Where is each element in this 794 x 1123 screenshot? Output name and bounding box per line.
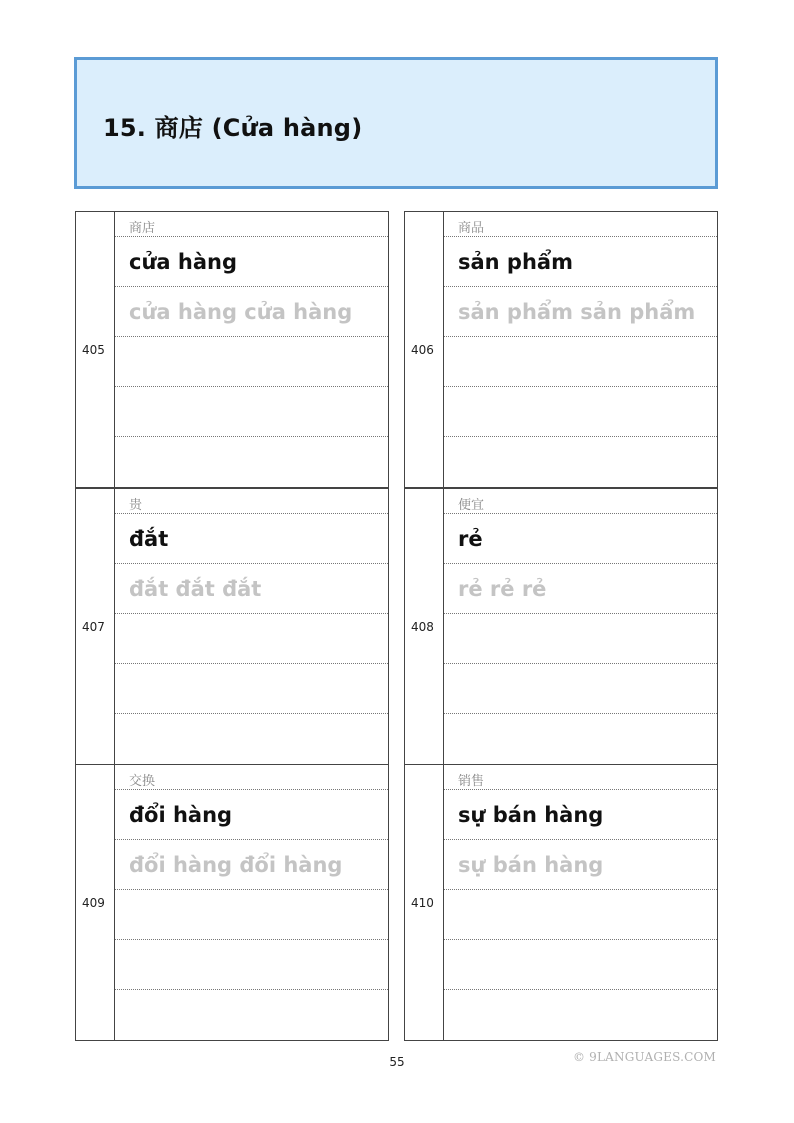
- trace-row: [444, 840, 717, 890]
- writing-lines: [115, 765, 388, 1040]
- trace-text: sự bán hàng: [458, 853, 604, 877]
- practice-line: [115, 664, 388, 714]
- practice-line: [115, 990, 388, 1040]
- number-column: [405, 765, 444, 1040]
- chinese-word: 贵: [129, 498, 143, 513]
- vocab-card-405: [75, 211, 389, 488]
- word-row: [444, 790, 717, 840]
- chinese-row: [115, 212, 388, 237]
- page-number: 55: [389, 1055, 405, 1069]
- practice-line: [115, 387, 388, 437]
- trace-text: đắt đắt đắt: [129, 577, 262, 601]
- chinese-word: 交换: [129, 774, 156, 789]
- trace-row: [115, 840, 388, 890]
- word-row: [115, 790, 388, 840]
- vietnamese-word: sự bán hàng: [458, 803, 604, 827]
- vietnamese-word: cửa hàng: [129, 250, 237, 274]
- writing-lines: [444, 765, 717, 1040]
- trace-text: đổi hàng đổi hàng: [129, 853, 343, 877]
- practice-line: [115, 890, 388, 940]
- vocab-card-410: [404, 764, 718, 1041]
- trace-row: [444, 287, 717, 337]
- number-column: [405, 489, 444, 764]
- vocab-card-409: [75, 764, 389, 1041]
- trace-row: [115, 564, 388, 614]
- vietnamese-word: sản phẩm: [458, 250, 573, 274]
- word-row: [444, 237, 717, 287]
- practice-line: [115, 714, 388, 764]
- vocab-number: 405: [82, 342, 105, 357]
- trace-row: [444, 564, 717, 614]
- writing-lines: [115, 212, 388, 487]
- chinese-word: 商店: [129, 221, 156, 236]
- number-column: [76, 765, 115, 1040]
- writing-lines: [444, 212, 717, 487]
- vietnamese-word: rẻ: [458, 527, 483, 551]
- word-row: [444, 514, 717, 564]
- trace-text: rẻ rẻ rẻ: [458, 577, 547, 601]
- practice-line: [444, 387, 717, 437]
- chinese-row: [444, 765, 717, 790]
- practice-line: [444, 714, 717, 764]
- practice-line: [444, 990, 717, 1040]
- chinese-row: [115, 765, 388, 790]
- number-column: [76, 489, 115, 764]
- trace-text: sản phẩm sản phẩm: [458, 300, 696, 324]
- vocab-card-406: [404, 211, 718, 488]
- vocab-number: 407: [82, 619, 105, 634]
- practice-line: [444, 437, 717, 487]
- practice-line: [115, 614, 388, 664]
- trace-text: cửa hàng cửa hàng: [129, 300, 353, 324]
- vocab-card-407: [75, 488, 389, 765]
- practice-line: [444, 337, 717, 387]
- practice-line: [444, 614, 717, 664]
- chinese-word: 商品: [458, 221, 485, 236]
- number-column: [405, 212, 444, 487]
- writing-lines: [115, 489, 388, 764]
- practice-line: [444, 664, 717, 714]
- section-header: [74, 57, 718, 189]
- chinese-word: 便宜: [458, 498, 485, 513]
- chinese-row: [444, 212, 717, 237]
- practice-line: [444, 940, 717, 990]
- practice-line: [115, 437, 388, 487]
- vietnamese-word: đắt: [129, 527, 169, 551]
- word-row: [115, 514, 388, 564]
- section-title: 15. 商店 (Cửa hàng): [103, 114, 363, 142]
- chinese-row: [444, 489, 717, 514]
- number-column: [76, 212, 115, 487]
- vocab-number: 406: [411, 342, 434, 357]
- vocab-number: 408: [411, 619, 434, 634]
- chinese-row: [115, 489, 388, 514]
- practice-line: [115, 337, 388, 387]
- writing-lines: [444, 489, 717, 764]
- word-row: [115, 237, 388, 287]
- trace-row: [115, 287, 388, 337]
- practice-line: [115, 940, 388, 990]
- vocab-number: 410: [411, 895, 434, 910]
- vietnamese-word: đổi hàng: [129, 803, 233, 827]
- vocab-card-408: [404, 488, 718, 765]
- chinese-word: 销售: [458, 774, 485, 789]
- vocab-number: 409: [82, 895, 105, 910]
- copyright-notice: © 9LANGUAGES.COM: [572, 1050, 716, 1064]
- practice-line: [444, 890, 717, 940]
